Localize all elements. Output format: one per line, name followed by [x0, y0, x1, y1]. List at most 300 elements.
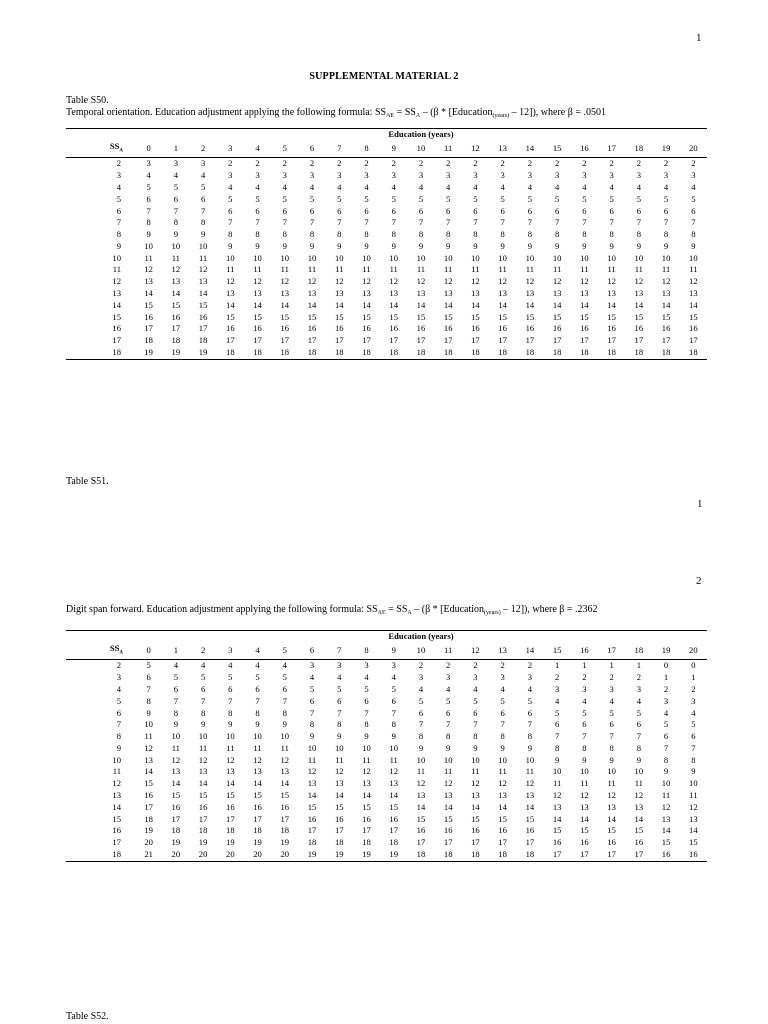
table-cell: 13 [471, 790, 480, 801]
table-row [66, 170, 707, 182]
table-cell: 16 [253, 801, 262, 812]
table-row [66, 719, 707, 731]
table-cell: 9 [146, 707, 151, 718]
table-cell: 14 [443, 801, 453, 812]
table-cell: 5 [554, 707, 560, 718]
education-column-header: 0 [135, 643, 162, 660]
table-cell: 18 [407, 849, 434, 861]
table-cell: 17 [362, 825, 371, 836]
ssa-row-label: 4 [116, 683, 121, 694]
table-cell: 4 [418, 181, 424, 192]
table-cell: 7 [691, 217, 696, 228]
table-cell: 3 [500, 170, 505, 181]
table-cell: 13 [471, 288, 480, 299]
table-cell: 15 [471, 813, 480, 824]
table-cell: 6 [173, 683, 178, 694]
table-cell: 18 [598, 347, 625, 359]
table-cell: 8 [636, 742, 641, 753]
table-cell: 10 [362, 742, 371, 753]
table-cell: 12 [334, 276, 344, 287]
table-cell: 16 [171, 801, 181, 812]
table-cell: 16 [362, 323, 371, 334]
table-cell: 9 [636, 754, 641, 765]
table-cell: 2 [309, 158, 315, 169]
table-cell: 17 [144, 801, 153, 812]
caption-text: – (β * [Education [411, 604, 485, 615]
table-cell: 16 [607, 323, 616, 334]
education-column-header: 11 [435, 643, 462, 660]
table-cell: 5 [609, 193, 614, 204]
table-cell: 5 [173, 181, 178, 192]
table-cell: 9 [663, 240, 669, 251]
table-row [66, 288, 707, 300]
table-cell: 6 [337, 695, 342, 706]
table-cell: 14 [334, 790, 344, 801]
table-cell: 10 [471, 252, 480, 263]
table-cell: 13 [253, 766, 262, 777]
table-cell: 12 [498, 778, 507, 789]
table-cell: 15 [607, 825, 616, 836]
table-cell: 18 [680, 347, 707, 359]
table-cell: 14 [171, 778, 181, 789]
table-cell: 18 [571, 347, 598, 359]
table-cell: 15 [443, 813, 453, 824]
table-row [66, 312, 707, 324]
table-cell: 7 [146, 683, 151, 694]
table-cell: 3 [255, 170, 260, 181]
table-cell: 4 [500, 683, 505, 694]
table-cell: 2 [691, 683, 696, 694]
table-cell: 14 [226, 299, 235, 310]
table-cell: 10 [607, 766, 616, 777]
table-cell: 10 [280, 731, 290, 742]
table-cell: 7 [391, 217, 396, 228]
table-cell: 8 [691, 754, 696, 765]
table-cell: 18 [625, 347, 652, 359]
table-row [66, 731, 707, 743]
table-cell: 3 [309, 660, 315, 671]
table-cell: 17 [280, 813, 290, 824]
table-cell: 7 [391, 707, 396, 718]
table-cell: 13 [607, 801, 616, 812]
ssa-row-label: 11 [112, 766, 121, 777]
table-cell: 14 [362, 299, 371, 310]
table-cell: 5 [255, 672, 260, 683]
table-cell: 9 [554, 754, 560, 765]
table-cell: 3 [364, 660, 369, 671]
table-cell: 6 [146, 193, 151, 204]
table-cell: 18 [652, 347, 679, 359]
table-cell: 11 [416, 264, 426, 275]
ssa-label: SS [109, 642, 120, 653]
table-cell: 5 [500, 695, 505, 706]
table-cell: 5 [200, 181, 206, 192]
table-cell: 17 [144, 323, 153, 334]
table-cell: 2 [527, 158, 533, 169]
table-cell: 2 [500, 158, 505, 169]
table-cell: 17 [471, 837, 480, 848]
table-cell: 14 [471, 801, 480, 812]
table-cell: 10 [389, 252, 399, 263]
table-cell: 11 [362, 264, 371, 275]
table-cell: 18 [362, 837, 371, 848]
table-cell: 10 [471, 754, 480, 765]
table-cell: 12 [389, 766, 399, 777]
table-cell: 3 [473, 170, 478, 181]
table-cell: 3 [228, 170, 233, 181]
table-cell: 5 [228, 672, 233, 683]
table-cell: 12 [471, 276, 480, 287]
table-cell: 14 [198, 778, 208, 789]
table-cell: 14 [253, 299, 262, 310]
table-cell: 10 [443, 754, 453, 765]
table-cell: 16 [171, 311, 181, 322]
table-cell: 9 [636, 240, 641, 251]
table-cell: 9 [146, 229, 151, 240]
table-cell: 18 [271, 347, 298, 359]
ssa-column-header [66, 141, 135, 158]
table-row [66, 684, 707, 696]
table-cell: 12 [171, 264, 181, 275]
table-cell: 3 [309, 170, 315, 181]
table-cell: 13 [416, 790, 426, 801]
table-cell: 18 [144, 335, 153, 346]
table-cell: 14 [389, 790, 399, 801]
table-cell: 12 [334, 766, 344, 777]
table-cell: 20 [244, 849, 271, 861]
caption-text: Temporal orientation. Education adjustment applying the following formula: SS [66, 107, 387, 118]
ssa-row-label: 5 [116, 193, 121, 204]
table-cell: 4 [527, 683, 533, 694]
table-cell: 15 [634, 311, 644, 322]
table-cell: 8 [582, 229, 587, 240]
table-cell: 12 [171, 754, 181, 765]
table-cell: 12 [661, 276, 671, 287]
table-cell: 14 [607, 299, 616, 310]
table-cell: 11 [226, 742, 235, 753]
table-cell: 16 [525, 323, 535, 334]
table-cell: 14 [689, 825, 698, 836]
table-row [66, 755, 707, 767]
table-cell: 5 [473, 193, 478, 204]
table-cell: 5 [391, 683, 396, 694]
table-cell: 4 [200, 660, 206, 671]
table-cell: 15 [226, 311, 235, 322]
table-cell: 9 [309, 731, 315, 742]
table-cell: 16 [525, 825, 535, 836]
table-cell: 4 [636, 181, 641, 192]
table-row [66, 276, 707, 288]
table-cell: 4 [663, 181, 669, 192]
table-cell: 15 [144, 778, 153, 789]
table-cell: 4 [636, 695, 641, 706]
table-cell: 14 [525, 801, 535, 812]
table-cell: 15 [498, 813, 507, 824]
table-cell: 7 [282, 217, 287, 228]
table-cell: 14 [552, 813, 562, 824]
table-cell: 17 [544, 849, 571, 861]
table-cell: 14 [280, 778, 290, 789]
table-cell: 5 [609, 707, 614, 718]
table-cell: 7 [663, 742, 669, 753]
table-cell: 15 [443, 311, 453, 322]
table-cell: 5 [636, 193, 641, 204]
table-cell: 10 [416, 754, 426, 765]
table-cell: 0 [691, 660, 696, 671]
table-cell: 8 [337, 229, 342, 240]
table-cell: 17 [416, 837, 426, 848]
table-cell: 18 [516, 347, 543, 359]
table-cell: 17 [307, 335, 317, 346]
ssa-row-label: 2 [116, 660, 121, 671]
caption-text: Digit span forward. Education adjustment applying the following formula: SS [66, 604, 378, 615]
table-cell: 15 [416, 813, 426, 824]
table-cell: 4 [391, 181, 396, 192]
table-cell: 17 [280, 335, 290, 346]
table-cell: 18 [516, 849, 543, 861]
table-cell: 6 [691, 731, 696, 742]
table-row [66, 347, 707, 359]
table-cell: 4 [337, 672, 342, 683]
table-cell: 11 [307, 754, 317, 765]
table-cell: 6 [609, 205, 614, 216]
ssa-row-label: 14 [112, 299, 121, 310]
table-cell: 14 [661, 299, 671, 310]
table-cell: 13 [198, 276, 208, 287]
education-column-header: 0 [135, 141, 162, 158]
education-column-header: 2 [189, 643, 216, 660]
education-column-header: 9 [380, 643, 407, 660]
table-cell: 14 [580, 813, 589, 824]
table-cell: 10 [634, 252, 644, 263]
table-cell: 3 [582, 170, 587, 181]
table-cell: 8 [473, 731, 478, 742]
table-cell: 18 [280, 825, 290, 836]
table-cell: 2 [391, 158, 396, 169]
table-cell: 16 [634, 837, 644, 848]
table-cell: 15 [580, 311, 589, 322]
ssa-row-label: 16 [112, 323, 121, 334]
table-cell: 15 [307, 801, 317, 812]
table-cell: 7 [554, 217, 560, 228]
table-cell: 14 [689, 299, 698, 310]
table-cell: 17 [443, 837, 453, 848]
table-cell: 15 [416, 311, 426, 322]
table-cell: 20 [162, 849, 189, 861]
table-cell: 4 [554, 695, 560, 706]
table-cell: 16 [471, 323, 480, 334]
table-cell: 10 [634, 766, 644, 777]
table-cell: 3 [527, 170, 533, 181]
table-cell: 12 [634, 276, 644, 287]
ssa-row-label: 12 [112, 778, 121, 789]
table-cell: 10 [689, 252, 698, 263]
table-cell: 11 [416, 766, 426, 777]
table-cell: 15 [389, 801, 399, 812]
education-column-header: 14 [516, 643, 543, 660]
table-cell: 5 [282, 672, 287, 683]
table-cell: 16 [280, 801, 290, 812]
table-label-s50: Table S50. [66, 95, 109, 106]
table-cell: 5 [228, 193, 233, 204]
ssa-row-label: 10 [112, 754, 121, 765]
table-cell: 4 [200, 170, 206, 181]
table-cell: 11 [634, 264, 643, 275]
table-cell: 6 [200, 193, 206, 204]
table-cell: 12 [634, 790, 644, 801]
table-cell: 7 [691, 742, 696, 753]
education-column-header: 18 [625, 141, 652, 158]
table-cell: 8 [582, 742, 587, 753]
table-cell: 4 [609, 181, 614, 192]
table-cell: 15 [171, 790, 181, 801]
table-cell: 3 [636, 170, 641, 181]
table-cell: 3 [691, 170, 696, 181]
table-cell: 5 [391, 193, 396, 204]
caption-text: – (β * [Education [420, 107, 493, 118]
ssa-row-label: 15 [112, 813, 121, 824]
ssa-row-label: 6 [116, 205, 121, 216]
table-cell: 12 [471, 778, 480, 789]
education-column-header: 16 [571, 141, 598, 158]
table-cell: 16 [144, 311, 153, 322]
table-cell: 3 [636, 683, 641, 694]
table-cell: 14 [171, 288, 181, 299]
table-cell: 12 [362, 276, 371, 287]
table-cell: 10 [580, 766, 589, 777]
table-cell: 16 [689, 323, 698, 334]
table-row [66, 300, 707, 312]
table-cell: 4 [173, 170, 178, 181]
table-cell: 19 [380, 849, 407, 861]
table-cell: 9 [527, 240, 533, 251]
table-cell: 2 [554, 158, 560, 169]
table-cell: 17 [226, 335, 235, 346]
table-cell: 11 [689, 264, 698, 275]
table-cell: 16 [471, 825, 480, 836]
table-row [66, 837, 707, 849]
table-cell: 7 [418, 217, 424, 228]
table-cell: 7 [200, 695, 206, 706]
table-cell: 9 [609, 754, 614, 765]
table-cell: 20 [189, 849, 216, 861]
table-cell: 15 [498, 311, 507, 322]
table-cell: 2 [582, 158, 587, 169]
table-cell: 14 [307, 299, 317, 310]
table-cell: 5 [554, 193, 560, 204]
table-cell: 13 [661, 288, 671, 299]
table-cell: 10 [198, 240, 208, 251]
table-label-s52: Table S52. [66, 1011, 109, 1022]
table-cell: 13 [253, 288, 262, 299]
table-cell: 7 [146, 205, 151, 216]
table-cell: 7 [636, 217, 641, 228]
table-cell: 8 [282, 229, 287, 240]
table-cell: 18 [435, 849, 462, 861]
table-cell: 14 [634, 299, 644, 310]
table-cell: 2 [609, 158, 614, 169]
table-cell: 13 [389, 288, 399, 299]
table-cell: 15 [198, 299, 208, 310]
table-cell: 5 [636, 707, 641, 718]
table-cell: 11 [198, 742, 208, 753]
table-cell: 15 [171, 299, 181, 310]
table-cell: 7 [364, 707, 369, 718]
table-cell: 11 [171, 742, 180, 753]
table-cell: 1 [691, 672, 696, 683]
table-cell: 20 [217, 849, 244, 861]
table-cell: 17 [598, 849, 625, 861]
table-cell: 13 [334, 288, 344, 299]
table-cell: 10 [171, 731, 181, 742]
ssa-row-label: 12 [112, 276, 121, 287]
table-row [66, 335, 707, 347]
table-cell: 2 [418, 158, 424, 169]
table-cell: 4 [228, 181, 233, 192]
table-cell: 12 [226, 276, 235, 287]
table-cell: 8 [309, 719, 315, 730]
table-cell: 4 [146, 170, 151, 181]
table-cell: 13 [607, 288, 616, 299]
table-cell: 2 [228, 158, 233, 169]
table-cell: 7 [473, 719, 478, 730]
table-cell: 8 [418, 229, 424, 240]
table-cell: 5 [663, 193, 669, 204]
table-cell: 11 [444, 264, 453, 275]
table-cell: 8 [636, 229, 641, 240]
table-cell: 7 [609, 217, 614, 228]
table-cell: 14 [144, 766, 153, 777]
table-row [66, 182, 707, 194]
table-cell: 19 [135, 347, 162, 359]
table-cell: 12 [280, 754, 290, 765]
table-cell: 12 [253, 754, 262, 765]
table-cell: 12 [198, 264, 208, 275]
table-cell: 7 [527, 217, 533, 228]
table-cell: 7 [500, 719, 505, 730]
table-cell: 15 [198, 790, 208, 801]
table-cell: 2 [636, 158, 641, 169]
table-cell: 7 [663, 217, 669, 228]
ssa-row-label: 16 [112, 825, 121, 836]
table-cell: 9 [364, 240, 369, 251]
table-s51 [66, 630, 707, 862]
table-cell: 13 [580, 288, 589, 299]
table-cell: 19 [162, 347, 189, 359]
table-cell: 5 [282, 193, 287, 204]
education-column-header: 3 [217, 141, 244, 158]
table-cell: 9 [391, 240, 396, 251]
table-cell: 12 [552, 276, 562, 287]
table-cell: 18 [435, 347, 462, 359]
table-cell: 18 [198, 335, 208, 346]
table-row [66, 217, 707, 229]
table-cell: 6 [636, 205, 641, 216]
table-cell: 10 [144, 719, 153, 730]
table-cell: 7 [255, 695, 260, 706]
table-cell: 15 [689, 311, 698, 322]
table-cell: 13 [580, 801, 589, 812]
table-cell: 4 [309, 672, 315, 683]
education-column-header: 18 [625, 643, 652, 660]
table-cell: 9 [691, 766, 696, 777]
table-cell: 13 [280, 766, 290, 777]
table-cell: 17 [171, 323, 181, 334]
education-column-header: 12 [462, 141, 489, 158]
table-cell: 8 [446, 229, 451, 240]
page-number: 1 [697, 498, 703, 510]
caption-text: – 12]), where β = .2362 [500, 604, 598, 615]
